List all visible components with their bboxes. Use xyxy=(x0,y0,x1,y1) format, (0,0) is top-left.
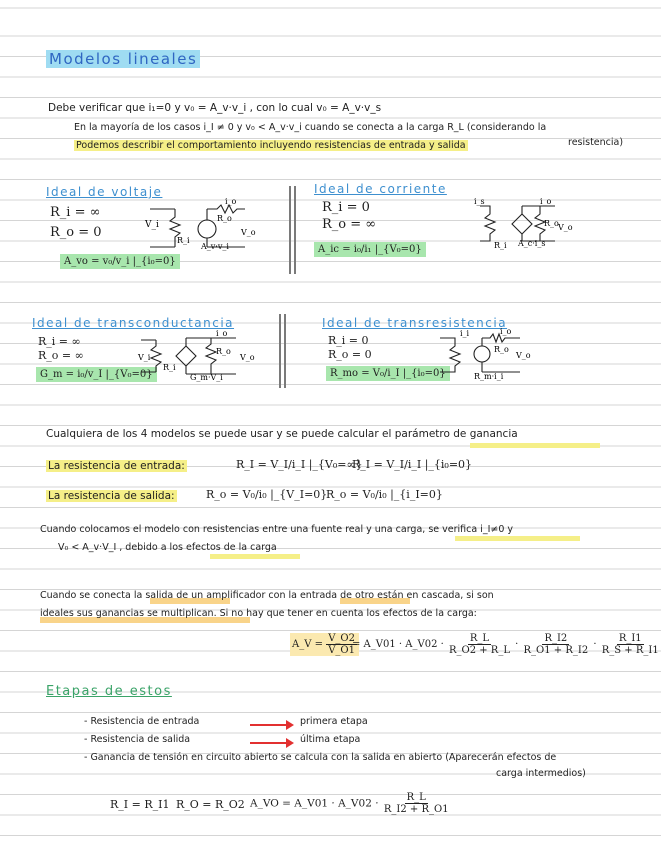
model-transconductancia-title: Ideal de transconductancia xyxy=(32,316,235,330)
rout-formula-1: R_o = V₀/i₀ |_{V_I=0} xyxy=(206,488,328,501)
model-corriente-gain: A_ic = i₀/i₁ |_{V₀=0} xyxy=(314,242,426,257)
separator-4 xyxy=(284,314,286,388)
vi-label: V_i xyxy=(145,220,159,230)
vo-label: V_o xyxy=(516,351,531,360)
vo-label: V_o xyxy=(558,223,573,232)
ri-label: R_i xyxy=(163,363,176,372)
cualquiera-text: Cualquiera de los 4 modelos se puede usar y se puede calcular el parámetro de ganancia xyxy=(46,428,518,440)
io-label: i_o xyxy=(500,327,512,336)
cascada-line-2: ideales sus ganancias se multiplican. Si no hay que tener en cuenta los efectos de la carga: xyxy=(40,608,477,619)
ri-label: R_i xyxy=(177,236,190,245)
ro-label: R_o xyxy=(216,347,231,356)
ro-label: R_o xyxy=(217,214,232,223)
model-corriente-ro: R_o = ∞ xyxy=(322,217,377,232)
input-resistor xyxy=(480,206,495,241)
cuando-line-1: Cuando colocamos el modelo con resistencias entre una fuente real y una carga, se verifica i_I≠0 y xyxy=(40,524,514,535)
etapas-title: Etapas de estos xyxy=(46,684,172,699)
output-resistor xyxy=(186,338,236,374)
model-voltaje-ro: R_o = 0 xyxy=(50,225,102,240)
model-transresistencia-ri: R_i = 0 xyxy=(328,334,369,347)
io-label: i_o xyxy=(216,329,228,338)
cuando-line-2: V₀ < A_v·V_I , debido a los efectos de la carga xyxy=(58,542,277,553)
model-transconductancia-gain: G_m = i₀/v_I |_{V₀=0} xyxy=(36,367,157,382)
cualquiera-line xyxy=(46,428,518,440)
av-mid: = A_V01 · A_V02 · xyxy=(352,639,444,650)
input-resistor xyxy=(440,338,460,372)
rin-formula-1: R_I = V_I/i_I |_{V₀=∞} xyxy=(236,458,363,471)
arrow-right-icon xyxy=(250,724,292,726)
avo-label: A_v·v_i xyxy=(201,242,229,251)
etapa-item-2-label: - Resistencia de salida xyxy=(84,734,191,745)
eq-ri: R_I = R_I1 xyxy=(110,798,170,811)
dependent-voltage-source xyxy=(198,220,216,238)
eq-ro: R_O = R_O2 xyxy=(176,798,245,811)
vo-label: V_o xyxy=(240,353,255,362)
rin-formula-2: R_I = V_I/i_I |_{i₀=0} xyxy=(352,458,473,471)
av-frac-3: $\frac{R\_I2}{R\_O1 + R\_I2}$ xyxy=(523,633,589,656)
eq-avo-frac: $\frac{R\_L}{R\_I2 + R\_O1}$ xyxy=(383,792,449,815)
gm-label: G_m·V_i xyxy=(190,373,223,382)
intro-line-1: Debe verificar que i₁=0 y v₀ = A_v·v_i , con lo cual v₀ = A_v·v_s xyxy=(48,102,382,114)
eq-avo xyxy=(250,792,451,815)
etapa-item-1-target: primera etapa xyxy=(300,716,368,727)
vi-label: V_i xyxy=(138,353,151,362)
rout-formula-2: R_o = V₀/i₀ |_{i_I=0} xyxy=(326,488,443,501)
model-transresistencia-title: Ideal de transresistencia xyxy=(322,316,508,330)
rout-label xyxy=(46,490,177,502)
voltage-model-circuit xyxy=(145,197,255,257)
verifica-highlight xyxy=(455,536,580,541)
cascada-line-1: Cuando se conecta la salida de un amplificador con la entrada de otro están en cascada, si son xyxy=(40,590,494,601)
transresistance-model-circuit xyxy=(430,327,540,381)
separator-1 xyxy=(289,186,291,274)
ro-label: R_o xyxy=(544,219,559,228)
ai-label: A_c·i_s xyxy=(518,239,546,248)
rin-label xyxy=(46,460,187,472)
etapa-item-3b: carga intermedios) xyxy=(496,768,586,779)
av-frac-2: $\frac{R\_L}{R\_O2 + R\_L}$ xyxy=(448,633,510,656)
model-transconductancia-ro: R_o = ∞ xyxy=(38,349,84,362)
dependent-current-source xyxy=(512,214,532,234)
av-frac-1: $\frac{V\_O2}{V\_O1}$ xyxy=(328,633,355,656)
model-voltaje-ri: R_i = ∞ xyxy=(50,205,101,220)
rin-label-text: La resistencia de entrada: xyxy=(48,460,185,472)
ro-label: R_o xyxy=(494,345,509,354)
current-model-circuit xyxy=(460,196,580,251)
etapa-item-3: - Ganancia de tensión en circuito abierto se calcula con la salida en abierto (Aparecerán efectos de xyxy=(84,752,557,763)
intro-line-2b: resistencia) xyxy=(568,137,624,148)
model-transresistencia-ro: R_o = 0 xyxy=(328,348,372,361)
ii-label: i_i xyxy=(460,329,470,338)
intro-line-3-text: Podemos describir el comportamiento incluyendo resistencias de entrada y salida xyxy=(76,140,466,151)
etapa-item-2-target: última etapa xyxy=(300,734,361,745)
model-transresistencia-gain: R_mo = V₀/i_I |_{i₀=0} xyxy=(326,366,450,381)
dependent-current-source xyxy=(176,346,196,366)
ri-label: R_i xyxy=(494,241,507,250)
arrow-right-icon xyxy=(250,742,292,744)
av-frac-4: $\frac{R\_I1}{R\_S + R\_I1}$ xyxy=(601,633,659,656)
io-label: i_o xyxy=(225,197,237,206)
model-corriente-ri: R_i = 0 xyxy=(322,200,370,215)
is-label: i_s xyxy=(474,197,485,206)
av-formula-rest: = A_V01 · A_V02 · $\frac{R\_L}{R\_O2 + R\_L}$ · $\frac{R\_I2}{R\_O1 + R\_I2}$ · $\frac{R\_I1}{R\_S + R\_I1}$ xyxy=(352,633,659,656)
model-transconductancia-ri: R_i = ∞ xyxy=(38,335,81,348)
intro-line-3 xyxy=(74,140,468,151)
av-formula xyxy=(290,633,359,656)
etapa-item-1-label: - Resistencia de entrada xyxy=(84,716,200,727)
model-voltaje-gain: A_vo = v₀/v_i |_{i₀=0} xyxy=(60,254,180,269)
transconductance-model-circuit xyxy=(136,330,266,380)
av-lhs: A_V = xyxy=(292,639,327,650)
output-resistor xyxy=(207,205,245,247)
intro-line-2: En la mayoría de los casos i_I ≠ 0 y v₀ < A_v·v_i cuando se conecta a la carga R_L (considerando la xyxy=(74,122,547,133)
io-label: i_o xyxy=(540,197,552,206)
dependent-voltage-source xyxy=(474,346,490,362)
model-corriente-title: Ideal de corriente xyxy=(314,182,447,196)
efectos-highlight xyxy=(210,554,300,559)
rm-label: R_m·i_i xyxy=(474,372,504,381)
separator-3 xyxy=(279,314,281,388)
gain-highlight xyxy=(470,443,600,448)
model-voltaje-title: Ideal de voltaje xyxy=(46,185,163,199)
page-title: Modelos lineales xyxy=(46,50,200,68)
rout-label-text: La resistencia de salida: xyxy=(48,490,175,502)
separator-2 xyxy=(294,186,296,274)
vo-label: V_o xyxy=(241,228,256,237)
eq-avo-lhs: A_VO = A_V01 · A_V02 · xyxy=(250,797,379,810)
